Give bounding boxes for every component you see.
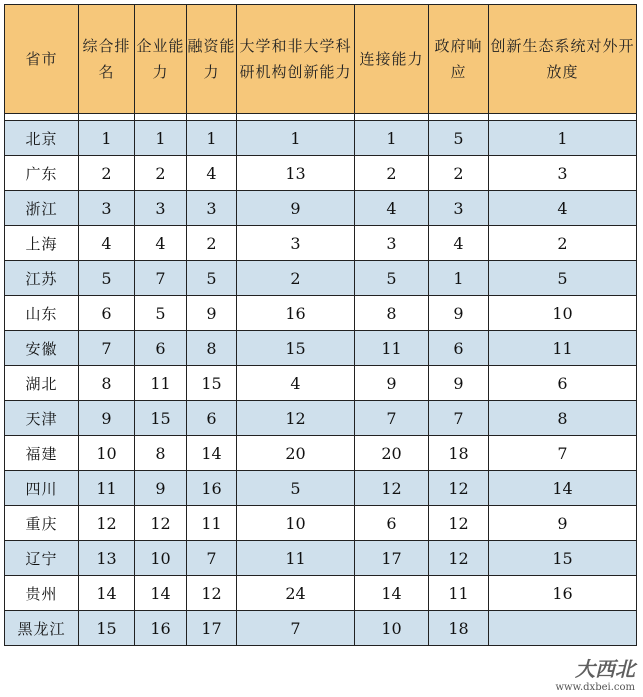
cell-rank: 9 [429, 296, 489, 331]
header-government: 政府响应 [429, 5, 489, 114]
cell-rank: 9 [187, 296, 237, 331]
cell-rank: 16 [237, 296, 355, 331]
cell-rank: 18 [429, 611, 489, 646]
cell-rank: 15 [237, 331, 355, 366]
cell-rank: 4 [429, 226, 489, 261]
cell-rank: 2 [187, 226, 237, 261]
cell-rank [489, 611, 637, 646]
cell-rank: 5 [355, 261, 429, 296]
cell-rank: 5 [187, 261, 237, 296]
spacer-row [5, 114, 637, 121]
cell-rank: 10 [489, 296, 637, 331]
cell-rank: 4 [135, 226, 187, 261]
cell-rank: 5 [237, 471, 355, 506]
cell-rank: 3 [429, 191, 489, 226]
watermark [555, 653, 635, 693]
table-row [5, 576, 637, 611]
table-row [5, 436, 637, 471]
cell-rank: 1 [429, 261, 489, 296]
cell-rank: 10 [355, 611, 429, 646]
cell-rank: 11 [237, 541, 355, 576]
cell-rank: 11 [187, 506, 237, 541]
cell-rank: 15 [135, 401, 187, 436]
cell-rank: 15 [79, 611, 135, 646]
cell-rank: 17 [187, 611, 237, 646]
cell-province: 福建 [5, 436, 79, 471]
cell-rank: 15 [489, 541, 637, 576]
cell-province: 浙江 [5, 191, 79, 226]
cell-rank: 6 [429, 331, 489, 366]
cell-rank: 16 [187, 471, 237, 506]
table-row [5, 261, 637, 296]
cell-rank: 3 [237, 226, 355, 261]
cell-rank: 11 [429, 576, 489, 611]
cell-province: 山东 [5, 296, 79, 331]
cell-rank: 11 [489, 331, 637, 366]
cell-rank: 6 [187, 401, 237, 436]
cell-rank: 1 [79, 121, 135, 156]
table-row [5, 156, 637, 191]
watermark-logo: 大西北 [575, 657, 635, 681]
cell-rank: 9 [79, 401, 135, 436]
cell-rank: 2 [237, 261, 355, 296]
cell-rank: 18 [429, 436, 489, 471]
cell-rank: 9 [489, 506, 637, 541]
cell-rank: 12 [79, 506, 135, 541]
cell-rank: 6 [79, 296, 135, 331]
cell-rank: 2 [429, 156, 489, 191]
cell-rank: 9 [355, 366, 429, 401]
header-research: 大学和非大学科研机构创新能力 [237, 5, 355, 114]
cell-rank: 7 [355, 401, 429, 436]
cell-rank: 12 [237, 401, 355, 436]
table-row [5, 366, 637, 401]
cell-rank: 9 [429, 366, 489, 401]
cell-rank: 1 [355, 121, 429, 156]
cell-rank: 3 [79, 191, 135, 226]
cell-province: 贵州 [5, 576, 79, 611]
cell-rank: 6 [355, 506, 429, 541]
cell-rank: 2 [79, 156, 135, 191]
cell-rank: 8 [135, 436, 187, 471]
cell-rank: 3 [489, 156, 637, 191]
cell-rank: 4 [187, 156, 237, 191]
cell-rank: 10 [135, 541, 187, 576]
cell-rank: 14 [79, 576, 135, 611]
cell-rank: 7 [79, 331, 135, 366]
table-row [5, 226, 637, 261]
cell-province: 广东 [5, 156, 79, 191]
cell-rank: 12 [429, 541, 489, 576]
cell-rank: 12 [429, 506, 489, 541]
cell-rank: 2 [135, 156, 187, 191]
table-row [5, 121, 637, 156]
cell-rank: 3 [135, 191, 187, 226]
cell-rank: 20 [237, 436, 355, 471]
cell-rank: 8 [79, 366, 135, 401]
table-row [5, 506, 637, 541]
cell-rank: 24 [237, 576, 355, 611]
cell-province: 湖北 [5, 366, 79, 401]
cell-rank: 12 [135, 506, 187, 541]
cell-rank: 11 [355, 331, 429, 366]
cell-rank: 1 [135, 121, 187, 156]
cell-rank: 1 [187, 121, 237, 156]
cell-rank: 6 [489, 366, 637, 401]
cell-rank: 8 [489, 401, 637, 436]
cell-rank: 12 [429, 471, 489, 506]
cell-rank: 15 [187, 366, 237, 401]
cell-rank: 11 [135, 366, 187, 401]
cell-rank: 5 [489, 261, 637, 296]
cell-rank: 14 [489, 471, 637, 506]
cell-rank: 4 [237, 366, 355, 401]
cell-rank: 7 [237, 611, 355, 646]
header-openness: 创新生态系统对外开放度 [489, 5, 637, 114]
watermark-url: www.dxbei.com [555, 682, 635, 693]
cell-rank: 10 [79, 436, 135, 471]
cell-rank: 8 [187, 331, 237, 366]
cell-rank: 14 [135, 576, 187, 611]
cell-province: 江苏 [5, 261, 79, 296]
cell-rank: 4 [355, 191, 429, 226]
cell-rank: 7 [429, 401, 489, 436]
cell-rank: 13 [79, 541, 135, 576]
cell-rank: 4 [489, 191, 637, 226]
table-body [5, 114, 637, 646]
cell-rank: 14 [187, 436, 237, 471]
cell-rank: 7 [135, 261, 187, 296]
cell-rank: 10 [237, 506, 355, 541]
cell-province: 辽宁 [5, 541, 79, 576]
cell-rank: 17 [355, 541, 429, 576]
cell-rank: 13 [237, 156, 355, 191]
table-row [5, 331, 637, 366]
ranking-table-container [4, 4, 636, 646]
cell-province: 安徽 [5, 331, 79, 366]
header-connectivity: 连接能力 [355, 5, 429, 114]
cell-rank: 2 [355, 156, 429, 191]
cell-rank: 16 [135, 611, 187, 646]
table-row [5, 296, 637, 331]
cell-province: 四川 [5, 471, 79, 506]
cell-rank: 8 [355, 296, 429, 331]
cell-rank: 3 [187, 191, 237, 226]
cell-rank: 4 [79, 226, 135, 261]
table-row [5, 611, 637, 646]
ranking-table [4, 4, 637, 646]
cell-rank: 5 [429, 121, 489, 156]
cell-rank: 16 [489, 576, 637, 611]
cell-rank: 7 [489, 436, 637, 471]
cell-rank: 11 [79, 471, 135, 506]
header-financing: 融资能力 [187, 5, 237, 114]
cell-province: 北京 [5, 121, 79, 156]
header-row [5, 5, 637, 114]
cell-rank: 7 [187, 541, 237, 576]
header-province: 省市 [5, 5, 79, 114]
cell-province: 上海 [5, 226, 79, 261]
header-enterprise: 企业能力 [135, 5, 187, 114]
cell-rank: 14 [355, 576, 429, 611]
cell-rank: 1 [489, 121, 637, 156]
cell-province: 重庆 [5, 506, 79, 541]
header-overall-rank: 综合排名 [79, 5, 135, 114]
cell-rank: 9 [135, 471, 187, 506]
table-row [5, 541, 637, 576]
cell-province: 黑龙江 [5, 611, 79, 646]
cell-rank: 9 [237, 191, 355, 226]
table-row [5, 471, 637, 506]
cell-rank: 6 [135, 331, 187, 366]
table-row [5, 401, 637, 436]
cell-rank: 12 [355, 471, 429, 506]
cell-rank: 5 [135, 296, 187, 331]
cell-rank: 1 [237, 121, 355, 156]
cell-rank: 20 [355, 436, 429, 471]
cell-province: 天津 [5, 401, 79, 436]
table-row [5, 191, 637, 226]
cell-rank: 2 [489, 226, 637, 261]
cell-rank: 5 [79, 261, 135, 296]
cell-rank: 3 [355, 226, 429, 261]
cell-rank: 12 [187, 576, 237, 611]
